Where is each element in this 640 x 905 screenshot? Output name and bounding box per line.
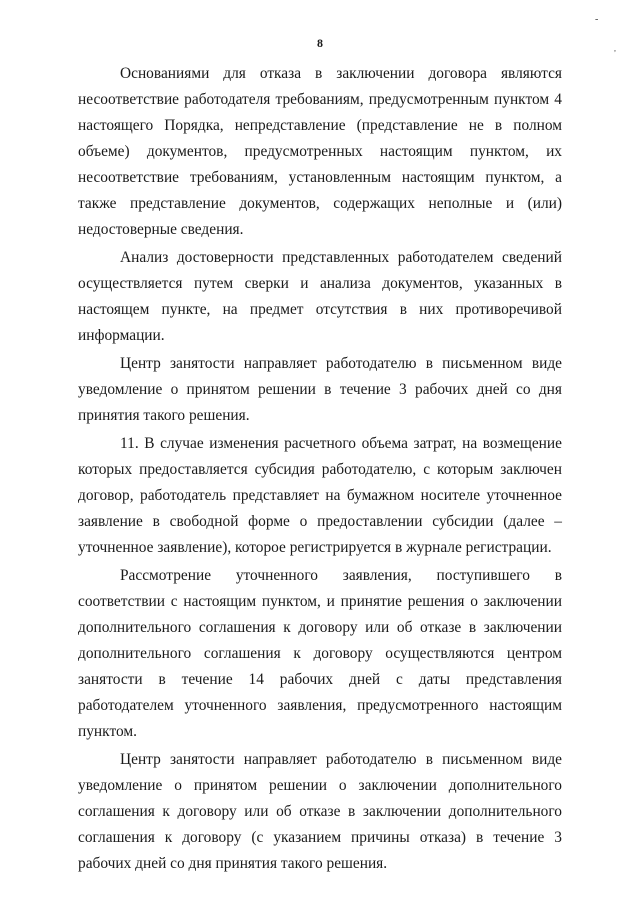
paragraph-decision-notice: Центр занятости направляет работодателю в письменном виде уведомление о принятом решении в течение 3 рабочих дней со дня принятия такого решения. <box>78 355 562 424</box>
paragraph-clause-11: 11. В случае изменения расчетного объема затрат, на возмещение которых предоставляется субсидия работодателю, с которым заключен договор, работодатель представляет на бумажном носителе уточненное заявление в свободной форме о предоставлении субсидии (далее – уточненное заявление), которое регистрируется в журнале регистрации. <box>78 435 562 556</box>
paragraph-additional-agreement-notice: Центр занятости направляет работодателю в письменном виде уведомление о принятом решении о заключении дополнительного соглашения к договору или об отказе в заключении дополнительного соглашения к договору (с указанием причины отказа) в течение 3 рабочих дней со дня принятия такого решения. <box>78 751 562 872</box>
scan-mark: , <box>614 44 616 53</box>
paragraph-refusal-grounds: Основаниями для отказа в заключении договора являются несоответствие работодателя требованиям, предусмотренным пунктом 4 настоящего Порядка, непредставление (представление не в полном объеме) документов, предусмотренных настоящим пунктом, их несоответствие требованиям, установленным настоящим пунктом, а также представление документов, содержащих неполные и (или) недостоверные сведения. <box>78 65 562 238</box>
page-number: 8 <box>317 36 323 50</box>
scan-mark: - <box>595 14 599 25</box>
paragraph-review-procedure: Рассмотрение уточненного заявления, поступившего в соответствии с настоящим пунктом, и принятие решения о заключении дополнительного соглашения к договору или об отказе в заключении дополнительного соглашения к договору осуществляются центром занятости в течение 14 рабочих дней с даты представления работодателем уточненного заявления, предусмотренного настоящим пунктом. <box>78 567 562 740</box>
paragraph-reliability-analysis: Анализ достоверности представленных работодателем сведений осуществляется путем сверки и анализа документов, указанных в настоящем пункте, на предмет отсутствия в них противоречивой информации. <box>78 249 562 344</box>
document-body <box>78 61 562 879</box>
